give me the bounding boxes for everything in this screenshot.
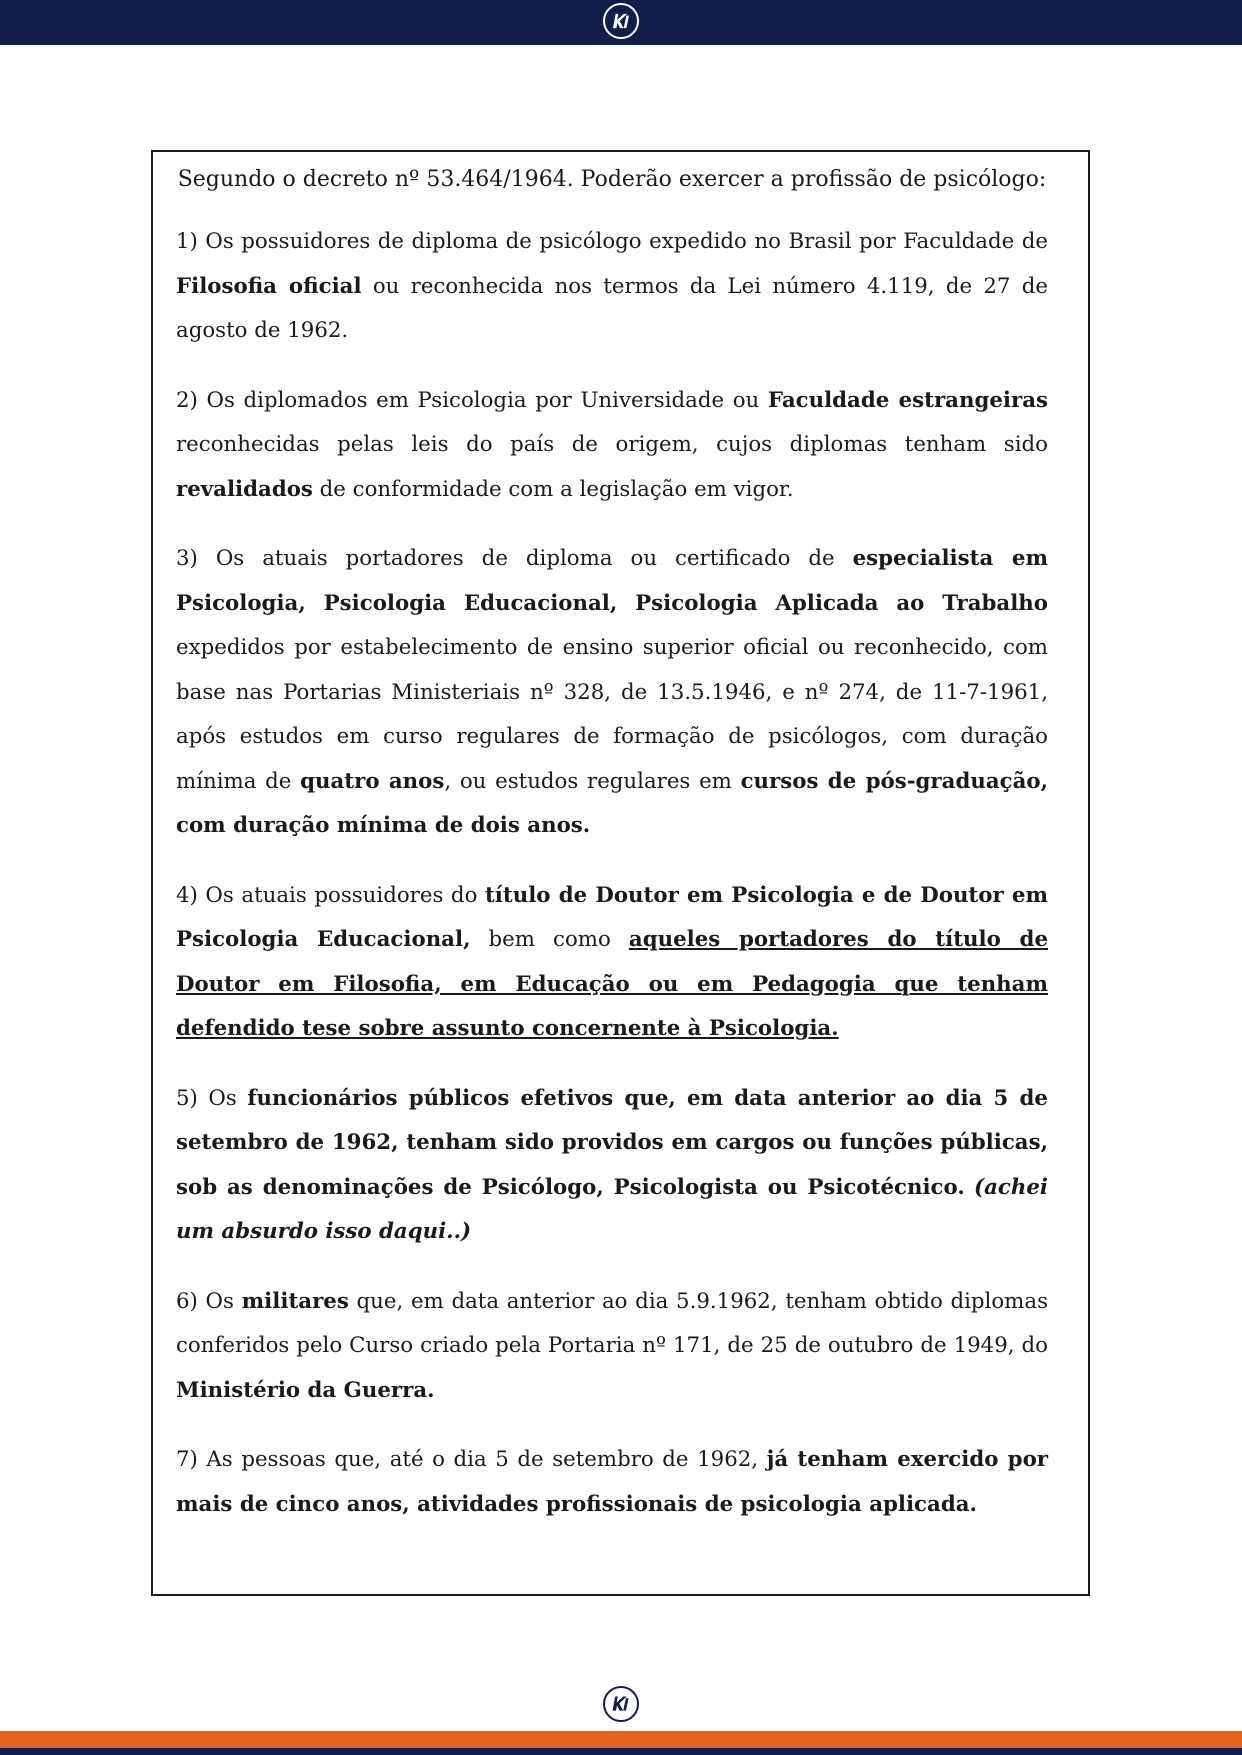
item-bold-text: cursos de pós-graduação, com duração mínima de dois anos. [176,768,1049,838]
item-text: 2) Os diplomados em Psicologia por Universidade ou [176,387,768,413]
item-text [965,1175,974,1200]
item-underlined-text: aqueles portadores do título de Doutor em Filosofia, em Educação ou em Pedagogia que tenham defendido tese sobre assunto concernente à Psicologia. [176,927,1048,1041]
list-item-1 [176,220,1048,354]
item-bold-text: militares [241,1288,349,1314]
item-text: 7) As pessoas que, até o dia 5 de setembro de 1962, [176,1447,767,1472]
list-item-4 [176,874,1048,1052]
item-text: , ou estudos regulares em [444,768,741,794]
km-monogram-icon [603,3,639,39]
item-text: que, em data anterior ao dia 5.9.1962, tenham obtido diplomas conferidos pelo Curso criado pela Portaria nº 171, de 25 de outubro de 1949, do [176,1288,1048,1358]
item-italic-comment: (achei um absurdo isso daqui..) [176,1174,1048,1244]
list-item-7 [176,1438,1048,1527]
item-bold-text: Filosofia oficial [176,273,362,299]
footer-navy-stripe [0,1748,1242,1755]
item-bold-text: quatro anos [300,768,445,794]
item-text: 4) Os atuais possuidores do [176,882,485,908]
item-bold-text: Ministério da Guerra. [176,1377,435,1403]
item-text: 1) Os possuidores de diploma de psicólogo expedido no Brasil por Faculdade de [176,229,1048,254]
footer-orange-stripe [0,1731,1242,1748]
item-text: 5) Os [176,1085,248,1111]
item-bold-text: Faculdade estrangeiras [767,387,1048,413]
list-item-2 [176,379,1048,513]
item-bold-text: título de Doutor em Psicologia e de Doutor em Psicologia Educacional, [176,882,1048,952]
item-bold-text: especialista em Psicologia, Psicologia Educacional, Psicologia Aplicada ao Trabalho [176,546,1048,616]
item-bold-text: funcionários públicos efetivos que, em data anterior ao dia 5 de setembro de 1962, tenham sido providos em cargos ou funções públicas, sob as denominações de Psicólogo, Psicologista ou Psicotécnico. [176,1085,1048,1200]
item-text: reconhecidas pelas leis do país de origem, cujos diplomas tenham sido [176,432,1048,457]
item-bold-text: revalidados [176,476,313,502]
item-text: 3) Os atuais portadores de diploma ou certificado de [176,546,853,571]
item-text: de conformidade com a legislação em vigor. [312,476,794,502]
item-text: 6) Os [176,1288,242,1314]
list-item-6 [176,1280,1048,1414]
km-monogram-icon [603,1686,639,1722]
item-text: expedidos por estabelecimento de ensino superior oficial ou reconhecido, com base nas Portarias Ministeriais nº 328, de 13.5.1946, e nº 274, de 11-7-1961, após estudos em curso regulares de formação de psicólogos, com duração mínima de [176,635,1048,794]
decree-text-box [151,150,1090,1596]
list-item-3 [176,537,1048,849]
intro-text: Segundo o decreto nº 53.464/1964. Poderão exercer a profissão de psicólogo: [177,167,1047,192]
item-text: bem como [470,927,629,952]
item-text: ou reconhecida nos termos da Lei número 4.119, de 27 de agosto de 1962. [176,273,1048,343]
item-bold-text: já tenham exercido por mais de cinco anos, atividades profissionais de psicologia aplicada. [176,1447,1048,1517]
list-item-5 [176,1077,1048,1255]
